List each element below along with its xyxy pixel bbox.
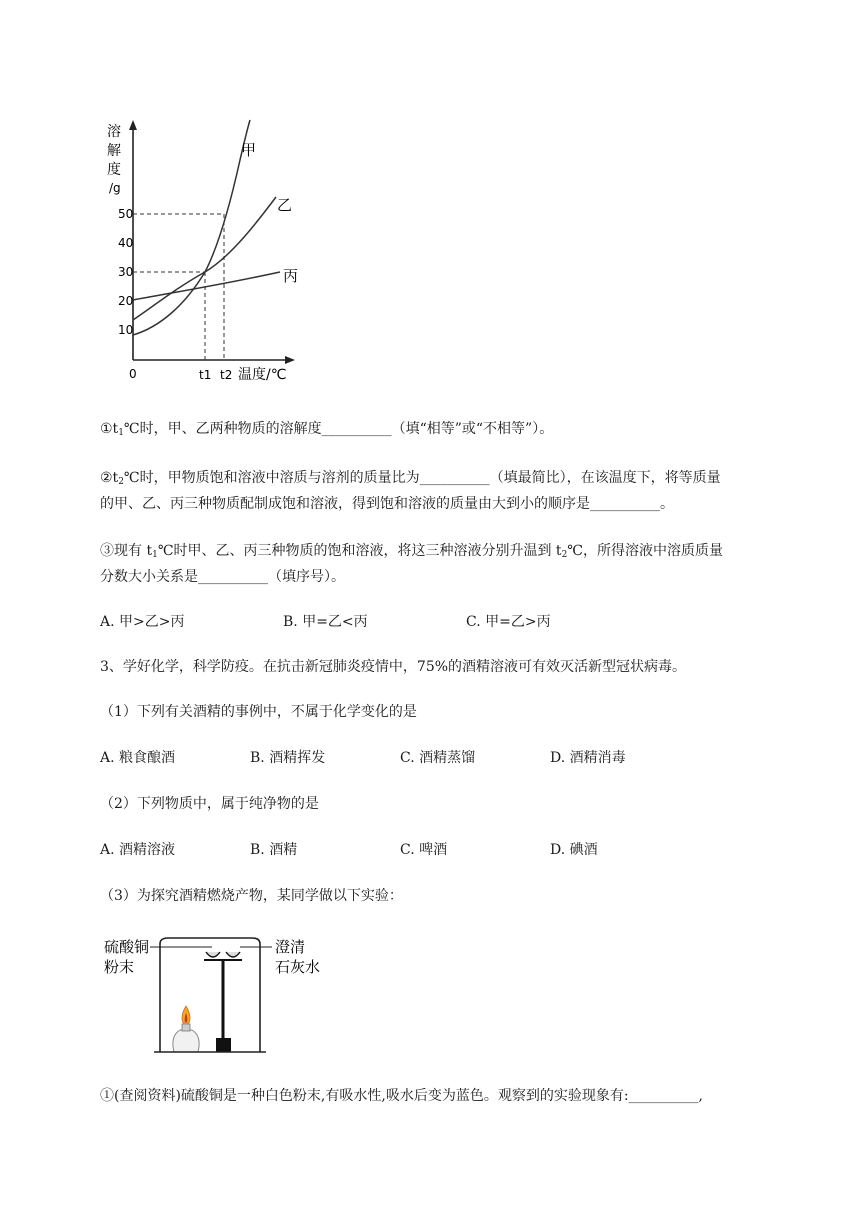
q3-sub-3: （3）为探究酒精燃烧产物，某同学做以下实验： <box>100 888 403 904</box>
lamp-neck <box>182 1024 190 1031</box>
q3-sub2-option-d: D. 碘酒 <box>550 842 598 858</box>
label-copper-sulfate: 硫酸铜 <box>104 938 150 956</box>
dish-right <box>226 952 240 957</box>
x-tick-t2: t2 <box>220 368 233 382</box>
curve-jia <box>133 120 250 335</box>
curve-label-jia: 甲 <box>241 141 257 159</box>
y-tick-label: 30 <box>118 265 134 279</box>
curve-label-bing: 丙 <box>283 267 299 285</box>
label-limewater: 石灰水 <box>275 958 321 976</box>
y-tick-label: 50 <box>118 207 134 221</box>
origin-label: 0 <box>129 367 137 381</box>
q3-sub-1: （1）下列有关酒精的事例中，不属于化学变化的是 <box>100 704 417 720</box>
option-c: C. 甲=乙>丙 <box>466 614 551 630</box>
q3-sub1-option-b: B. 酒精挥发 <box>250 750 326 766</box>
y-tick-label: 20 <box>118 294 134 308</box>
y-label-char-3: 度 <box>107 162 121 178</box>
option-a: A. 甲>乙>丙 <box>100 614 185 630</box>
question-2: $②t_2℃$时，甲物质饱和溶液中溶质与溶剂的质量比为__________（填最简比），在该温度下，将等质量 <box>100 470 721 487</box>
q3-sub1-option-a: A. 粮食酿酒 <box>100 750 176 766</box>
label-powder: 粉末 <box>104 958 135 976</box>
q3-sub2-option-a: A. 酒精溶液 <box>100 842 176 858</box>
curve-label-yi: 乙 <box>277 196 293 214</box>
y-axis-arrow <box>129 120 137 130</box>
curve-bing <box>133 272 280 300</box>
label-clear: 澄清 <box>275 938 306 956</box>
q3-title: 3、学好化学，科学防疫。在抗击新冠肺炎疫情中，75%的酒精溶液可有效灭活新型冠状病毒。 <box>100 659 687 675</box>
x-tick-t1: t1 <box>199 368 212 382</box>
q3-sub1-option-d: D. 酒精消毒 <box>550 750 626 766</box>
question-1: $①t_1℃$时，甲、乙两种物质的溶解度__________（填“相等”或“不相等”）。 <box>100 421 554 438</box>
y-label-unit: /g <box>109 181 121 195</box>
q3-observation-line: ①(查阅资料)硫酸铜是一种白色粉末,有吸水性,吸水后变为蓝色。观察到的实验现象有:__________, <box>100 1088 703 1104</box>
q3-sub1-option-c: C. 酒精蒸馏 <box>400 750 476 766</box>
x-axis-arrow <box>285 356 295 364</box>
y-tick-label: 10 <box>118 323 134 337</box>
y-label-char-2: 解 <box>107 143 121 159</box>
apparatus-diagram <box>100 928 340 1058</box>
question-3-line-2: 分数大小关系是__________（填序号）。 <box>100 569 345 585</box>
question-3: ③现有 $t_1℃$时甲、乙、丙三种物质的饱和溶液，将这三种溶液分别升温到 $t_2℃$，所得溶液中溶质质量 <box>100 543 723 560</box>
q3-sub-2: （2）下列物质中，属于纯净物的是 <box>100 796 319 812</box>
q3-sub2-option-b: B. 酒精 <box>250 842 298 858</box>
q3-sub2-option-c: C. 啤酒 <box>400 842 448 858</box>
x-axis-label: 温度/℃ <box>238 367 287 383</box>
stand-base <box>216 1038 231 1052</box>
option-b: B. 甲=乙<丙 <box>283 614 368 630</box>
lamp-body <box>173 1030 199 1052</box>
question-2-line-2: 的甲、乙、丙三种物质配制成饱和溶液，得到饱和溶液的质量由大到小的顺序是__________。 <box>100 496 674 512</box>
solubility-graph <box>100 115 310 390</box>
dish-left <box>206 952 220 957</box>
y-tick-label: 40 <box>118 236 134 250</box>
y-label-char-1: 溶 <box>107 124 121 140</box>
